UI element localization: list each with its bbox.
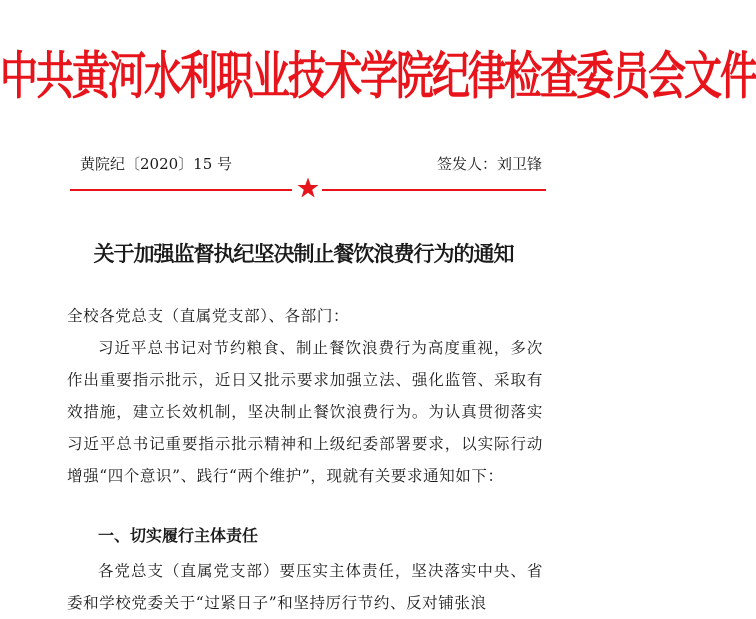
notice-title: 关于加强监督执纪坚决制止餐饮浪费行为的通知 xyxy=(93,241,514,266)
document-meta-row xyxy=(80,153,542,174)
divider-line-left xyxy=(70,189,292,191)
salutation: 全校各党总支（直属党支部）、各部门： xyxy=(67,307,350,325)
red-divider xyxy=(70,186,546,194)
issuer-signature: 签发人：刘卫锋 xyxy=(436,155,542,173)
divider-line-right xyxy=(322,189,546,191)
document-number: 黄院纪〔2020〕15 号 xyxy=(80,155,233,173)
body-paragraph-2: 各党总支（直属党支部）要压实主体责任，坚决落实中央、省委和学校党委关于“过紧日子”和坚持厉行节约、反对铺张浪 xyxy=(67,562,543,612)
body-paragraph-1: 习近平总书记对节约粮食、制止餐饮浪费行为高度重视，多次作出重要指示批示，近日又批示要求加强立法、强化监管、采取有效措施，建立长效机制，坚决制止餐饮浪费行为。为认真贯彻落实习近平总书记重要指示批示精神和上级纪委部署要求，以实际行动增强“四个意识”、践行“两个维护”，现就有关要求通知如下： xyxy=(67,339,543,485)
org-header-title: 中共黄河水利职业技术学院纪律检查委员会文件 xyxy=(0,44,756,106)
red-star-icon xyxy=(296,176,320,200)
section-heading-1: 一、切实履行主体责任 xyxy=(98,526,259,545)
